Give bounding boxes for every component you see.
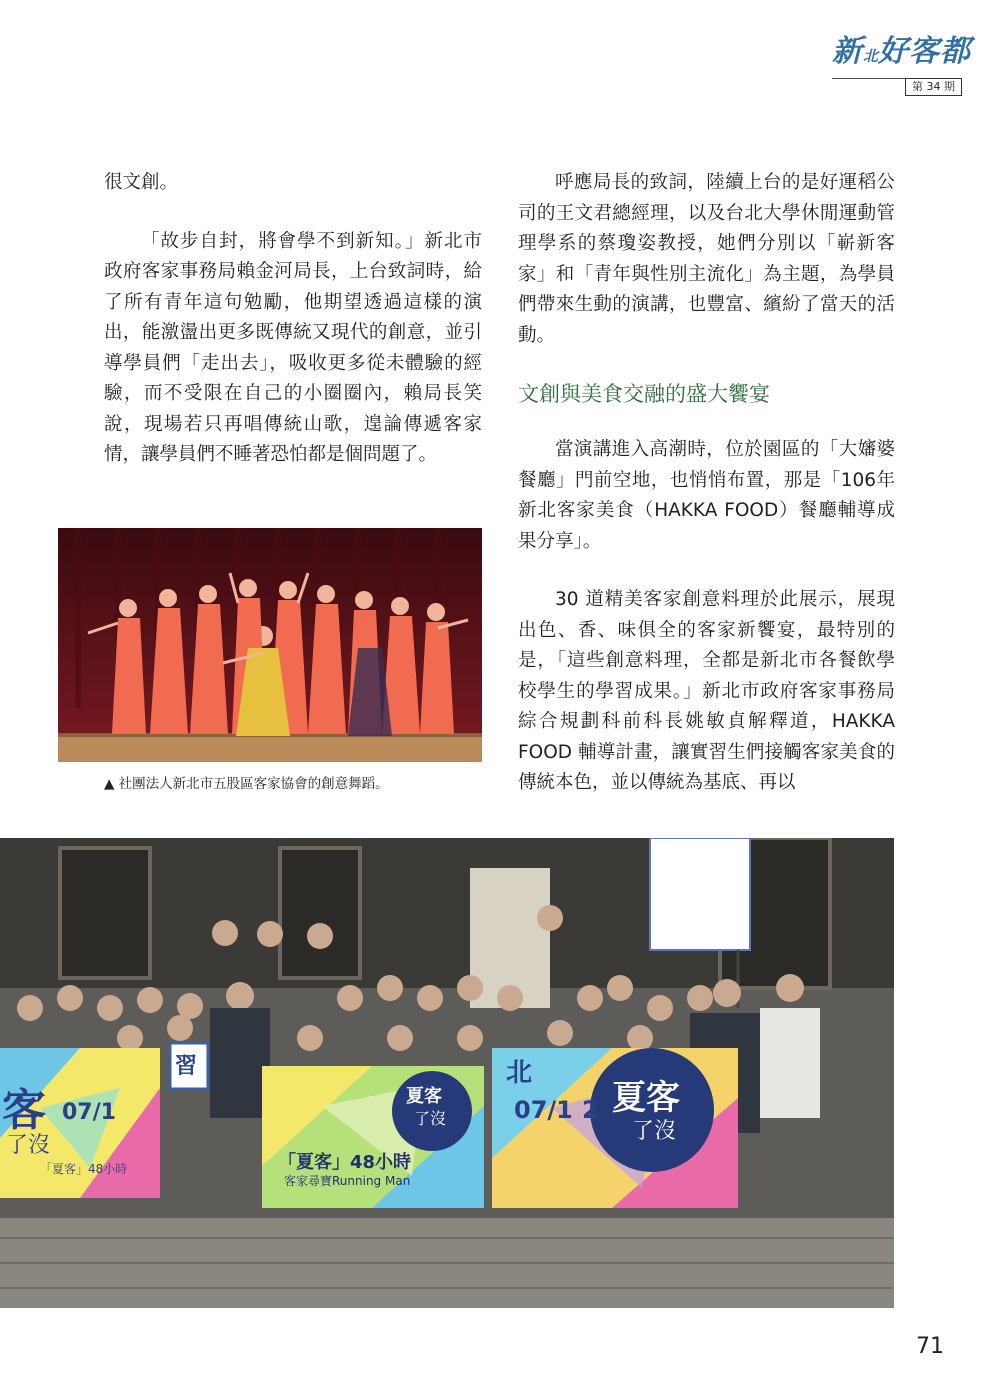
- banner-subtitle: 客家尋寶Running Man: [284, 1174, 411, 1188]
- banner-text: 「夏客」48小時: [40, 1162, 128, 1176]
- banner-text: 了沒: [6, 1133, 51, 1158]
- left-column: [104, 168, 482, 499]
- banner-text: 北: [506, 1058, 533, 1088]
- paragraph: 呼應局長的致詞，陸續上台的是好運稻公司的王文君總經理，以及台北大學休閒運動管理學系的蔡瓊姿教授，她們分別以「嶄新客家」和「青年與性別主流化」為主題，為學員們帶來生動的演講，也豐富、繽紛了當天的活動。: [518, 172, 895, 346]
- paragraph: 當演講進入高潮時，位於園區的「大嬸婆餐廳」門前空地，也悄悄布置，那是「106年新北客家美食（HAKKA FOOD）餐廳輔導成果分享」。: [518, 439, 895, 552]
- held-sign-text: 習: [175, 1054, 198, 1079]
- paragraph: 「故步自封，將會學不到新知。」新北市政府客家事務局賴金河局長，上台致詞時，給了所有青年這句勉勵，他期望透過這樣的演出，能激盪出更多既傳統又現代的創意，並引導學員們「走出去」，吸收更多從未體驗的經驗，而不受限在自己的小圈圈內，賴局長笑說，現場若只再唱傳統山歌，遑論傳遞客家情，讓學員們不睡著恐怕都是個問題了。: [104, 230, 482, 465]
- right-column: [518, 168, 895, 827]
- magazine-logo: 新北好客都: [832, 34, 972, 69]
- banner-date: 2: [582, 1096, 599, 1124]
- banner-title: 「夏客」48小時: [278, 1152, 412, 1173]
- banner-date: 07/1: [514, 1096, 573, 1124]
- banner-text: 客: [2, 1085, 46, 1136]
- section-heading: 文創與美食交融的盛大饗宴: [518, 382, 770, 406]
- dance-photo: [58, 528, 482, 762]
- group-photo: [0, 838, 894, 1308]
- banner-circle-text: 了沒: [414, 1109, 447, 1128]
- banner-circle-text: 了沒: [632, 1119, 677, 1144]
- page-number: 71: [916, 1334, 944, 1359]
- masthead: [832, 34, 972, 93]
- banner-date: 07/1: [62, 1100, 116, 1125]
- banner-circle-text: 夏客: [612, 1078, 680, 1118]
- photo-caption: ▲ 社團法人新北市五股區客家協會的創意舞蹈。: [104, 776, 389, 792]
- banner-circle-text: 夏客: [406, 1086, 442, 1107]
- paragraph: 30 道精美客家創意料理於此展示，展現出色、香、味俱全的客家新饗宴，最特別的是，「這些創意料理，全都是新北市各餐飲學校學生的學習成果。」新北市政府客家事務局綜合規劃科前科長姚敏貞解釋道，HAKKA FOOD 輔導計畫，讓實習生們接觸客家美食的傳統本色，並以傳統為基底、再以: [518, 589, 895, 793]
- paragraph: 很文創。: [104, 172, 179, 193]
- issue-label: 第 34 期: [905, 78, 962, 96]
